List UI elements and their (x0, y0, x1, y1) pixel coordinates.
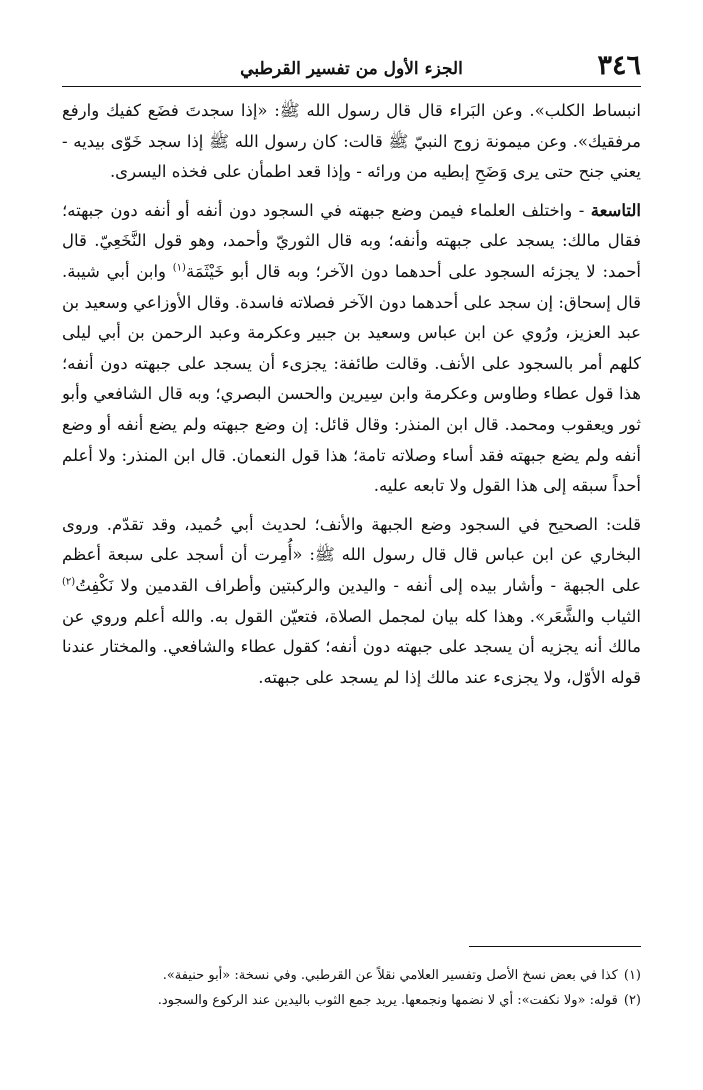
footnote-ref-2: (٢) (62, 576, 76, 588)
paragraph-3 (62, 510, 641, 694)
main-text (62, 96, 641, 701)
page-number: ٣٤٦ (597, 50, 641, 81)
footnote-ref-1: (١) (172, 262, 186, 274)
footnote-2-number: (٢) (623, 993, 641, 1008)
footnotes (62, 963, 641, 1013)
paragraph-1-text: انبساط الكلب». وعن البَراء قال قال رسول الله ﷺ: «إذا سجدتَ فضَع كفيك وارفع مرفقيك». وعن ميمونة زوج النبيّ ﷺ قالت: كان رسول الله ﷺ إذا سجد خَوّى بيديه - يعني جنح حتى يرى وَضَحِ إبطيه من ورائه - وإذا قعد اطمأن على فخذه اليسرى. (62, 101, 641, 182)
page-header (62, 40, 641, 87)
footnote-1-text: كذا في بعض نسخ الأصل وتفسير العلامي نقلاً عن القرطبي. وفي نسخة: «أبو حنيفة». (162, 968, 618, 983)
paragraph-2 (62, 196, 641, 502)
paragraph-2-text: - واختلف العلماء فيمن وضع جبهته في السجود دون أنفه أو أنفه دون جبهته؛ فقال مالك: يسجد على جبهته وأنفه؛ وبه قال الثوريّ وأحمد، وهو قول النَّخَعِيّ. قال أحمد: لا يجزئه السجود على أحدهما دون الآخر؛ وبه قال أبو خَيْثَمَة (62, 200, 642, 281)
footnote-divider (469, 946, 641, 947)
footnote-1 (62, 963, 641, 988)
footnote-2 (62, 988, 641, 1013)
paragraph-3-text-cont: الثياب والشَّعَر». وهذا كله بيان لمجمل الصلاة، فتعيّن القول به. والله أعلم وروي عن مالك أنه يجزيه أن يسجد على جبهته دون أنفه؛ كقول عطاء والشافعي. والمختار عندنا قوله الأوّل، ولا يجزىء عند مالك إذا لم يسجد على جبهته. (62, 606, 641, 687)
paragraph-3-text: قلت: الصحيح في السجود وضع الجبهة والأنف؛ لحديث أبي حُميد، وقد تقدّم. وروى البخاري عن ابن عباس قال قال رسول الله ﷺ: «أُمِرت أن أسجد على سبعة أعظم على الجبهة - وأشار بيده إلى أنفه - واليدين والركبتين وأطراف القدمين ولا نَكْفِتُ (62, 514, 641, 595)
running-title: الجزء الأول من تفسير القرطبي (240, 59, 463, 79)
section-heading-ninth: التاسعة (590, 200, 641, 220)
footnote-1-number: (١) (623, 968, 641, 983)
paragraph-1 (62, 96, 641, 188)
paragraph-2-text-cont: وابن أبي شيبة. قال إسحاق: إن سجد على أحدهما دون الآخر فصلاته فاسدة. وقال الأوزاعي وسعيد بن عبد العزيز، ورُوي عن ابن عباس وسعيد بن جبير وعكرمة وعبد الرحمن بن أبي ليلى كلهم أمر بالسجود على الأنف. وقالت طائفة: يجزىء أن يسجد على جبهته دون أنفه؛ هذا قول عطاء وطاوس وعكرمة وابن سِيرين والحسن البصري؛ وبه قال الشافعي وأبو ثور ويعقوب ومحمد. قال ابن المنذر: وقال قائل: إن وضع جبهته ولم يضع أنفه أو وضع أنفه ولم يضع جبهته فقد أساء وصلاته تامة؛ هذا قول النعمان. قال ابن المنذر: ولا أعلم أحداً سبقه إلى هذا القول ولا تابعه عليه. (62, 261, 641, 496)
footnote-2-text: قوله: «ولا نكفت»: أي لا نضمها ونجمعها. يريد جمع الثوب باليدين عند الركوع والسجود. (157, 993, 618, 1008)
